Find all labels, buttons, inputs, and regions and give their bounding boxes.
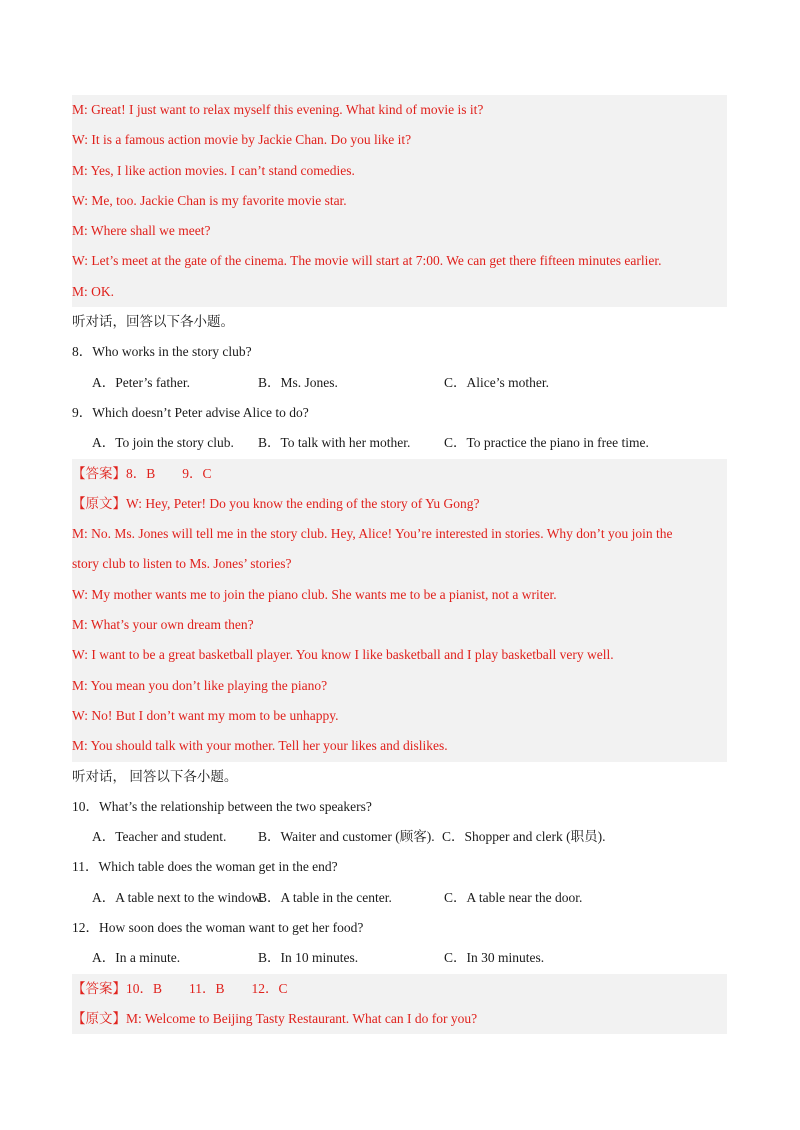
script-first-line <box>72 1004 727 1034</box>
transcript-line: W: Let’s meet at the gate of the cinema. The movie will start at 7:00. We can get there fifteen minutes earlier. <box>72 253 662 269</box>
script-text: W: Hey, Peter! Do you know the ending of the story of Yu Gong? <box>126 495 480 511</box>
option-c: C．To practice the piano in free time. <box>444 435 649 451</box>
document-page <box>72 95 727 1034</box>
transcript-line: story club to listen to Ms. Jones’ stories? <box>72 556 292 572</box>
option-b: B．A table in the center. <box>258 889 392 905</box>
script-tag: 【原文】 <box>72 495 126 511</box>
question-11-options <box>72 883 727 913</box>
transcript-line: W: Me, too. Jackie Chan is my favorite movie star. <box>72 192 347 208</box>
option-c: C．A table near the door. <box>444 889 583 905</box>
section-instruction: 听对话， 回答以下各小题。 <box>72 768 238 784</box>
transcript-line: W: It is a famous action movie by Jackie Chan. Do you like it? <box>72 132 412 148</box>
option-a: A．In a minute. <box>92 950 181 966</box>
transcript-line: M: OK. <box>72 283 115 299</box>
option-b: B．Ms. Jones. <box>258 374 338 390</box>
question-9: 9．Which doesn’t Peter advise Alice to do? <box>72 404 309 420</box>
script-text: M: Welcome to Beijing Tasty Restaurant. What can I do for you? <box>126 1010 478 1026</box>
transcript-line: M: No. Ms. Jones will tell me in the story club. Hey, Alice! You’re interested in stories. Why don’t you join the <box>72 526 673 542</box>
question-10: 10．What’s the relationship between the two speakers? <box>72 798 372 814</box>
question-9-options <box>72 428 727 458</box>
transcript-line: W: I want to be a great basketball player. You know I like basketball and I play basketball very well. <box>72 647 614 663</box>
question-12: 12．How soon does the woman want to get her food? <box>72 920 364 936</box>
option-a: A．Teacher and student. <box>92 829 227 845</box>
answer-tag: 【答案】 <box>72 465 126 481</box>
answer-text: 10．B 11．B 12．C <box>126 980 288 996</box>
option-c: C．Shopper and clerk (职员). <box>442 829 606 845</box>
question-8-options <box>72 368 727 398</box>
option-b: B．To talk with her mother. <box>258 435 411 451</box>
transcript-line: M: Yes, I like action movies. I can’t stand comedies. <box>72 162 355 178</box>
option-c: C．In 30 minutes. <box>444 950 545 966</box>
answer-text: 8．B 9．C <box>126 465 212 481</box>
transcript-line: W: My mother wants me to join the piano club. She wants me to be a pianist, not a writer. <box>72 586 557 602</box>
option-a: A．To join the story club. <box>92 435 234 451</box>
script-tag: 【原文】 <box>72 1010 126 1026</box>
transcript-line: M: You mean you don’t like playing the piano? <box>72 677 328 693</box>
transcript-line: W: No! But I don’t want my mom to be unhappy. <box>72 707 339 723</box>
question-12-options <box>72 943 727 973</box>
question-10-options <box>72 822 727 852</box>
option-c: C．Alice’s mother. <box>444 374 549 390</box>
question-11: 11．Which table does the woman get in the end? <box>72 859 338 875</box>
answer-block-3 <box>72 974 727 1035</box>
section-instruction: 听对话，回答以下各小题。 <box>72 314 234 330</box>
answer-line <box>72 459 727 489</box>
transcript-line: M: Great! I just want to relax myself this evening. What kind of movie is it? <box>72 102 484 117</box>
option-b: B．Waiter and customer (顾客). <box>258 829 435 845</box>
transcript-line: M: You should talk with your mother. Tell her your likes and dislikes. <box>72 738 448 754</box>
transcript-line: M: Where shall we meet? <box>72 223 211 239</box>
transcript-block-1 <box>72 95 727 307</box>
option-b: B．In 10 minutes. <box>258 950 359 966</box>
answer-tag: 【答案】 <box>72 980 126 996</box>
transcript-line: M: What’s your own dream then? <box>72 617 254 633</box>
option-a: A．A table next to the window. <box>92 889 264 905</box>
answer-line <box>72 974 727 1004</box>
script-first-line <box>72 489 727 519</box>
option-a: A．Peter’s father. <box>92 374 190 390</box>
question-8: 8．Who works in the story club? <box>72 344 252 360</box>
answer-block-2 <box>72 459 727 762</box>
